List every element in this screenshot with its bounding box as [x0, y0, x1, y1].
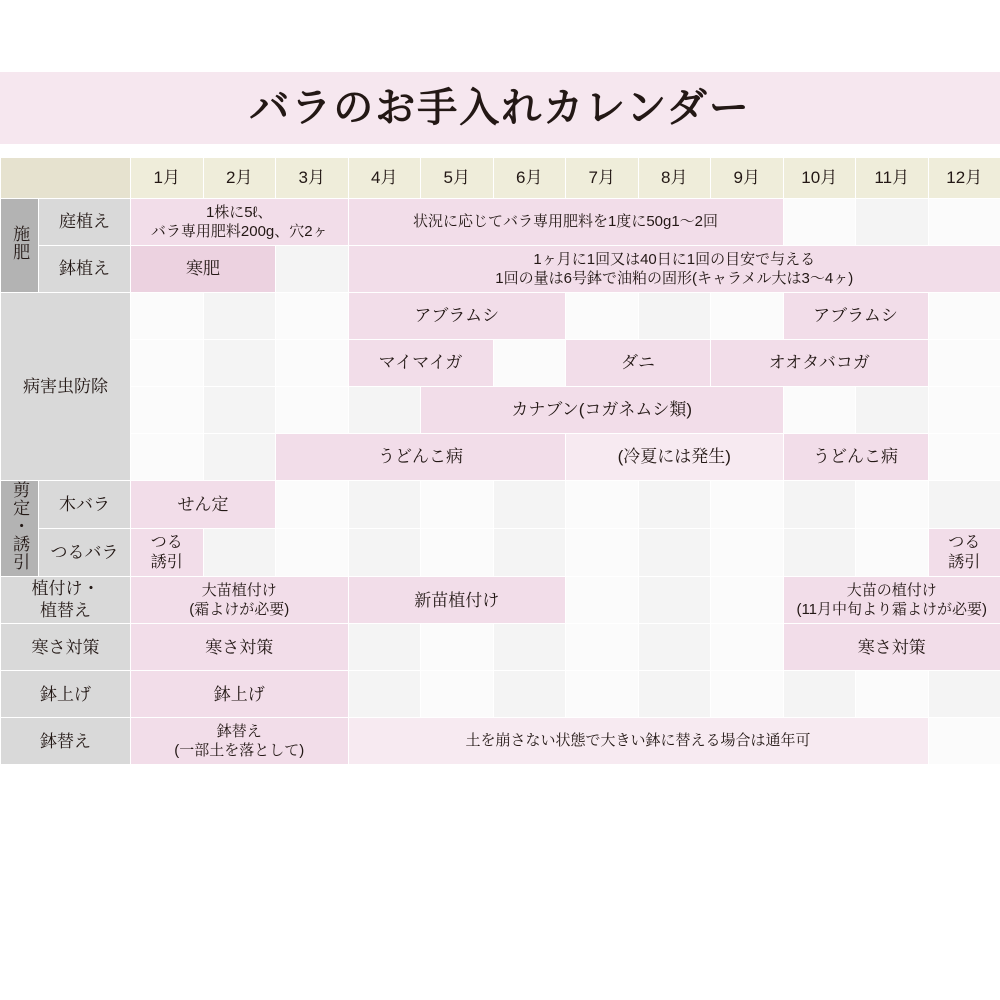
header-month-7: 7月 [566, 158, 639, 199]
cell-pest4-2 [203, 434, 276, 481]
bar-tobacco-budworm: オオタバコガ [711, 340, 929, 387]
header-corner [1, 158, 131, 199]
bar-gypsy-moth: マイマイガ [348, 340, 493, 387]
cell-climb-3 [276, 529, 349, 577]
bar-garden-fertilizer-season: 状況に応じてバラ専用肥料を1度に50g1〜2回 [348, 199, 783, 246]
cell-pest1-7 [566, 293, 639, 340]
cell-planting-7 [566, 577, 639, 624]
cell-climb-10 [783, 529, 856, 577]
cell-pest3-3 [276, 387, 349, 434]
cell-pottingup-8 [638, 671, 711, 718]
table-row-pot-planting [1, 246, 1000, 293]
bar-spider-mite: ダニ [566, 340, 711, 387]
table-row-potting-up [1, 671, 1000, 718]
row-label-cold-measures: 寒さ対策 [1, 624, 131, 671]
cell-pest3-11 [856, 387, 929, 434]
row-label-climbing-rose: つるバラ [39, 529, 131, 577]
cell-pot-3 [276, 246, 349, 293]
bar-big-seedling-planting-winter: 大苗植付け (霜よけが必要) [131, 577, 349, 624]
table-row-pest-4 [1, 434, 1000, 481]
cell-pest2-12 [928, 340, 1000, 387]
cell-climb-2 [203, 529, 276, 577]
bar-cold-measures-autumn: 寒さ対策 [783, 624, 1000, 671]
cell-pest1-8 [638, 293, 711, 340]
cell-pottingup-5 [421, 671, 494, 718]
header-month-3: 3月 [276, 158, 349, 199]
cell-planting-8 [638, 577, 711, 624]
cell-cold-5 [421, 624, 494, 671]
cell-pottingup-6 [493, 671, 566, 718]
cell-tree-8 [638, 481, 711, 529]
bar-powdery-mildew-autumn: うどんこ病 [783, 434, 928, 481]
header-month-5: 5月 [421, 158, 494, 199]
header-month-6: 6月 [493, 158, 566, 199]
cell-pest1-2 [203, 293, 276, 340]
bar-powdery-mildew-coolsummer: (冷夏には発生) [566, 434, 784, 481]
cell-tree-11 [856, 481, 929, 529]
bar-pot-regular-fertilizer: 1ヶ月に1回又は40日に1回の目安で与える 1回の量は6号鉢で油粕の固形(キャラメル大は3〜4ヶ) [348, 246, 1000, 293]
cell-pest3-10 [783, 387, 856, 434]
cell-pottingup-7 [566, 671, 639, 718]
cell-climb-11 [856, 529, 929, 577]
header-month-11: 11月 [856, 158, 929, 199]
table-row-tree-rose [1, 481, 1000, 529]
bar-pot-winter-fertilizer: 寒肥 [131, 246, 276, 293]
bar-climbing-training-jan: つる 誘引 [131, 529, 204, 577]
bar-repotting-winter: 鉢替え (一部土を落として) [131, 718, 349, 765]
cell-pest1-9 [711, 293, 784, 340]
cell-pottingup-4 [348, 671, 421, 718]
bar-climbing-training-dec: つる 誘引 [928, 529, 1000, 577]
table-header-row [1, 158, 1000, 199]
table-row-cold-measures [1, 624, 1000, 671]
page-title: バラのお手入れカレンダー [249, 86, 751, 130]
cell-repot-12 [928, 718, 1000, 765]
bar-powdery-mildew-spring: うどんこ病 [276, 434, 566, 481]
cell-pest2-2 [203, 340, 276, 387]
row-label-tree-rose: 木バラ [39, 481, 131, 529]
cell-pest3-4 [348, 387, 421, 434]
row-label-pot-planting: 鉢植え [39, 246, 131, 293]
cell-tree-12 [928, 481, 1000, 529]
cell-climb-7 [566, 529, 639, 577]
bar-scarab-beetle: カナブン(コガネムシ類) [421, 387, 784, 434]
header-month-4: 4月 [348, 158, 421, 199]
group-label-pruning: 剪定・誘引 [1, 481, 39, 577]
cell-pest4-12 [928, 434, 1000, 481]
row-label-garden-planting: 庭植え [39, 199, 131, 246]
cell-planting-9 [711, 577, 784, 624]
bar-aphid-autumn: アブラムシ [783, 293, 928, 340]
bar-garden-fertilizer-winter: 1株に5ℓ、 バラ専用肥料200g、穴2ヶ [131, 199, 349, 246]
row-label-potting-up: 鉢上げ [1, 671, 131, 718]
bar-potting-up: 鉢上げ [131, 671, 349, 718]
bar-pruning-tree-rose: せん定 [131, 481, 276, 529]
table-row-planting [1, 577, 1000, 624]
cell-cold-8 [638, 624, 711, 671]
cell-pest2-6 [493, 340, 566, 387]
cell-tree-4 [348, 481, 421, 529]
cell-garden-10 [783, 199, 856, 246]
row-label-repotting: 鉢替え [1, 718, 131, 765]
cell-climb-6 [493, 529, 566, 577]
cell-climb-9 [711, 529, 784, 577]
cell-pottingup-11 [856, 671, 929, 718]
cell-climb-8 [638, 529, 711, 577]
cell-pest1-3 [276, 293, 349, 340]
table-row-repotting [1, 718, 1000, 765]
header-month-1: 1月 [131, 158, 204, 199]
header-month-12: 12月 [928, 158, 1000, 199]
cell-cold-4 [348, 624, 421, 671]
cell-tree-9 [711, 481, 784, 529]
cell-tree-6 [493, 481, 566, 529]
cell-pottingup-9 [711, 671, 784, 718]
cell-garden-12 [928, 199, 1000, 246]
cell-tree-3 [276, 481, 349, 529]
row-label-pest: 病害虫防除 [1, 293, 131, 481]
bar-repotting-yearround: 土を崩さない状態で大きい鉢に替える場合は通年可 [348, 718, 928, 765]
cell-climb-5 [421, 529, 494, 577]
table-row-pest-2 [1, 340, 1000, 387]
cell-pest3-2 [203, 387, 276, 434]
cell-garden-11 [856, 199, 929, 246]
cell-tree-7 [566, 481, 639, 529]
cell-pest1-12 [928, 293, 1000, 340]
cell-pest2-3 [276, 340, 349, 387]
header-month-2: 2月 [203, 158, 276, 199]
header-month-8: 8月 [638, 158, 711, 199]
table-row-climbing-rose [1, 529, 1000, 577]
cell-pest3-12 [928, 387, 1000, 434]
cell-pest3-1 [131, 387, 204, 434]
care-calendar-table [0, 157, 1000, 765]
cell-tree-10 [783, 481, 856, 529]
header-month-9: 9月 [711, 158, 784, 199]
cell-pottingup-12 [928, 671, 1000, 718]
cell-cold-6 [493, 624, 566, 671]
cell-pottingup-10 [783, 671, 856, 718]
cell-pest2-1 [131, 340, 204, 387]
bar-cold-measures-winter: 寒さ対策 [131, 624, 349, 671]
cell-pest1-1 [131, 293, 204, 340]
row-label-planting: 植付け・ 植替え [1, 577, 131, 624]
bar-big-seedling-planting-autumn: 大苗の植付け (11月中旬より霜よけが必要) [783, 577, 1000, 624]
cell-cold-7 [566, 624, 639, 671]
table-row-garden-planting [1, 199, 1000, 246]
cell-pest4-1 [131, 434, 204, 481]
group-label-fertilizer: 施肥 [1, 199, 39, 293]
bar-aphid-spring: アブラムシ [348, 293, 566, 340]
table-row-pest-3 [1, 387, 1000, 434]
bar-new-seedling-planting: 新苗植付け [348, 577, 566, 624]
header-month-10: 10月 [783, 158, 856, 199]
cell-tree-5 [421, 481, 494, 529]
cell-climb-4 [348, 529, 421, 577]
table-row-pest-1 [1, 293, 1000, 340]
cell-cold-9 [711, 624, 784, 671]
